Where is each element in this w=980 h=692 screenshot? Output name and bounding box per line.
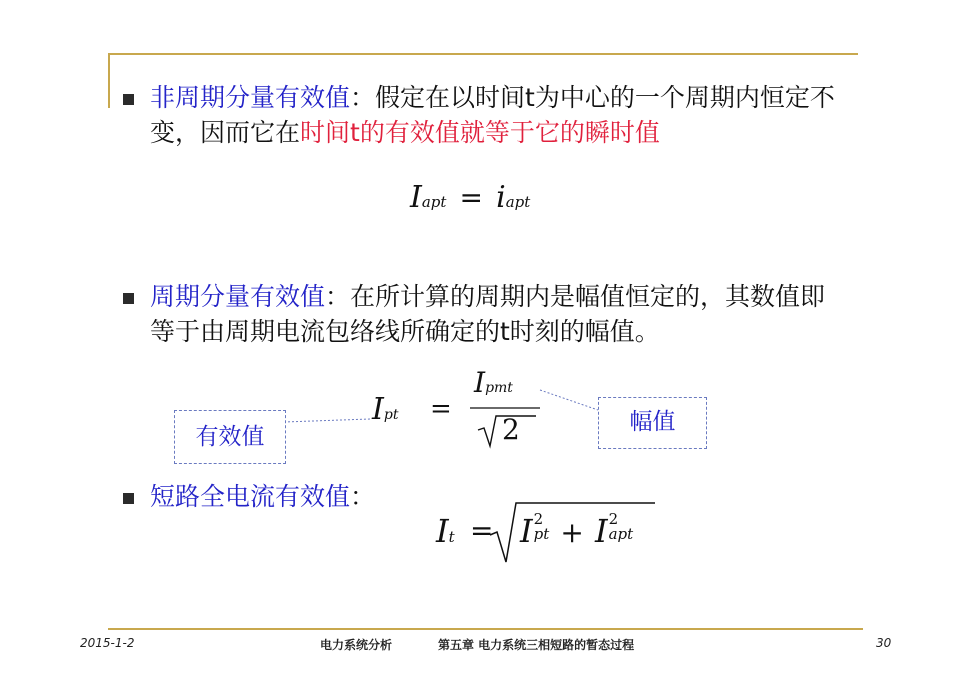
f3-t1: I	[520, 512, 533, 550]
term-2: 周期分量有效值	[150, 282, 326, 311]
f2-den: 2	[502, 413, 520, 446]
f3-t2: I	[594, 512, 608, 550]
paragraph-3	[150, 479, 850, 514]
f1-rhs-sub: apt	[505, 193, 531, 211]
f1-eq: =	[459, 181, 483, 214]
text-2: 在所计算的周期内是幅值恒定的，其数值即等于由周期电流包络线所确定的t时刻的幅值。	[150, 282, 826, 346]
term-3: 短路全电流有效值	[150, 482, 351, 511]
colon-2: ：	[325, 282, 351, 311]
f2-numerator	[474, 366, 513, 399]
callout-left-label: 有效值	[195, 424, 265, 450]
footer-date: 2015-1-2	[80, 636, 135, 650]
leader-left	[284, 419, 370, 422]
bullet-3	[123, 493, 134, 504]
formula-2-lhs	[372, 392, 398, 427]
callout-right-label: 幅值	[629, 409, 676, 435]
leader-right	[540, 390, 598, 410]
colon-3: ：	[350, 482, 376, 511]
callout-effective-value	[174, 410, 286, 464]
text-1a: 假定在以时间t为中心的一个周期内恒定不变，因而它在	[150, 83, 835, 147]
f3-t2-sup: 2	[608, 510, 619, 528]
f2-lhs: I	[372, 392, 384, 427]
f2-num: I	[474, 366, 486, 399]
footer-chapter: 第五章 电力系统三相短路的暂态过程	[438, 638, 635, 652]
footer-course: 电力系统分析	[320, 638, 393, 652]
colon-1: ：	[350, 83, 376, 112]
f2-lhs-sub: pt	[383, 407, 399, 423]
bottom-rule	[108, 628, 863, 630]
f2-eq: =	[430, 394, 452, 424]
f2-num-sub: pmt	[485, 380, 513, 396]
f3-lhs-sub: t	[448, 528, 455, 546]
formula-3-lhs	[436, 512, 455, 550]
text-1-red: 时间t的有效值就等于它的瞬时值	[300, 118, 660, 147]
term-1: 非周期分量有效值	[150, 83, 351, 112]
f3-lhs: I	[436, 512, 449, 550]
f1-lhs: I	[410, 180, 422, 215]
f3-t2-sub: apt	[608, 525, 634, 543]
footer-page-number: 30	[876, 636, 892, 650]
f3-t1-sup: 2	[533, 510, 544, 528]
f3-plus: +	[560, 516, 584, 549]
formula-3-rhs	[520, 512, 633, 550]
f3-t1-sub: pt	[533, 525, 550, 543]
f1-rhs: i	[496, 180, 506, 215]
f1-lhs-sub: apt	[421, 193, 447, 211]
callout-amplitude	[598, 397, 707, 449]
f3-eq: =	[470, 514, 494, 547]
